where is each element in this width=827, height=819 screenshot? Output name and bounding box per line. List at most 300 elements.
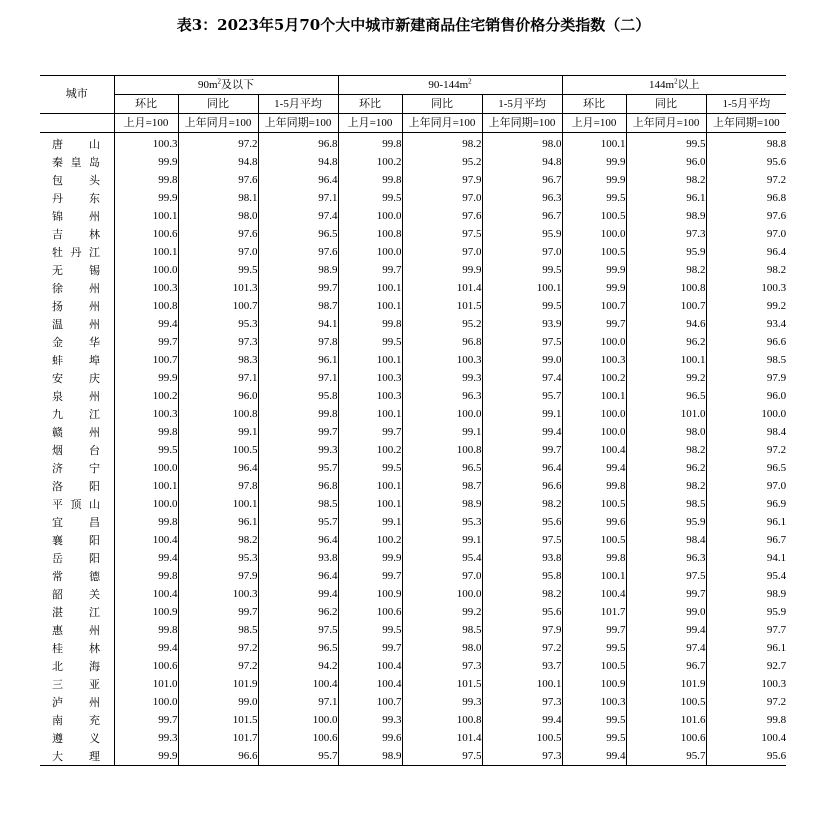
index-value: 95.7: [258, 459, 338, 477]
index-value: 99.8: [562, 477, 626, 495]
index-value: 97.2: [482, 639, 562, 657]
index-value: 97.5: [258, 621, 338, 639]
index-value: 96.1: [178, 513, 258, 531]
table-row: [40, 621, 786, 639]
index-value: 100.7: [626, 297, 706, 315]
table-row: [40, 405, 786, 423]
index-value: 97.9: [706, 369, 786, 387]
base-header-avg: 上年同期=100: [482, 114, 562, 133]
index-value: 100.3: [114, 405, 178, 423]
table-row: [40, 243, 786, 261]
table-row: [40, 333, 786, 351]
city-name: [40, 153, 114, 171]
index-value: 95.9: [626, 513, 706, 531]
index-value: 100.1: [338, 495, 402, 513]
index-value: 96.5: [258, 225, 338, 243]
index-value: 97.3: [482, 747, 562, 766]
city-name-text: 包头: [52, 173, 100, 187]
index-value: 96.4: [258, 171, 338, 189]
index-value: 100.1: [178, 495, 258, 513]
index-value: 99.1: [482, 405, 562, 423]
index-value: 95.3: [178, 315, 258, 333]
sub-header-yoy: 同比: [626, 95, 706, 114]
city-name: [40, 495, 114, 513]
index-value: 99.3: [402, 693, 482, 711]
index-value: 99.7: [178, 603, 258, 621]
index-value: 99.8: [114, 567, 178, 585]
index-value: 97.2: [178, 657, 258, 675]
city-name-text: 泸州: [52, 695, 100, 709]
city-name: [40, 711, 114, 729]
sub-header-mom: 环比: [338, 95, 402, 114]
table-row: [40, 675, 786, 693]
city-name: [40, 225, 114, 243]
index-value: 98.4: [626, 531, 706, 549]
index-value: 97.7: [706, 621, 786, 639]
index-value: 97.5: [402, 225, 482, 243]
index-value: 99.5: [482, 261, 562, 279]
index-value: 100.0: [114, 261, 178, 279]
index-value: 97.2: [706, 693, 786, 711]
index-value: 100.5: [562, 243, 626, 261]
index-value: 100.4: [114, 585, 178, 603]
city-name-text: 遵义: [52, 731, 100, 745]
index-value: 96.4: [706, 243, 786, 261]
city-name-text: 安庆: [52, 371, 100, 385]
index-value: 96.7: [706, 531, 786, 549]
index-value: 95.7: [626, 747, 706, 766]
index-value: 100.6: [258, 729, 338, 747]
city-name: [40, 351, 114, 369]
index-value: 100.3: [706, 675, 786, 693]
index-value: 99.7: [338, 423, 402, 441]
index-value: 100.1: [338, 351, 402, 369]
index-value: 99.4: [114, 315, 178, 333]
index-value: 94.8: [178, 153, 258, 171]
index-value: 100.3: [338, 369, 402, 387]
index-value: 100.0: [562, 225, 626, 243]
index-value: 96.1: [626, 189, 706, 207]
index-value: 99.9: [338, 549, 402, 567]
city-name-text: 扬州: [52, 299, 100, 313]
index-value: 96.6: [706, 333, 786, 351]
city-name: [40, 747, 114, 766]
index-value: 95.4: [706, 567, 786, 585]
index-value: 99.7: [562, 315, 626, 333]
index-value: 96.2: [626, 333, 706, 351]
index-value: 97.6: [258, 243, 338, 261]
index-value: 100.1: [562, 133, 626, 154]
index-value: 100.7: [178, 297, 258, 315]
table-body: [40, 133, 786, 766]
index-value: 99.9: [114, 369, 178, 387]
index-value: 100.0: [338, 243, 402, 261]
sub-header-avg: 1-5月平均: [482, 95, 562, 114]
index-value: 97.2: [178, 639, 258, 657]
index-value: 100.4: [562, 441, 626, 459]
index-value: 95.9: [482, 225, 562, 243]
table-row: [40, 585, 786, 603]
table-row: [40, 315, 786, 333]
table-row: [40, 297, 786, 315]
city-name: [40, 693, 114, 711]
table-row: [40, 567, 786, 585]
index-value: 99.1: [338, 513, 402, 531]
index-value: 99.2: [402, 603, 482, 621]
index-value: 98.2: [626, 171, 706, 189]
index-value: 99.3: [114, 729, 178, 747]
index-value: 100.0: [114, 459, 178, 477]
page-title: 表3：2023年5月70个大中城市新建商品住宅销售价格分类指数（二）: [176, 16, 651, 34]
index-value: 100.9: [338, 585, 402, 603]
index-value: 100.3: [338, 387, 402, 405]
index-value: 100.8: [114, 297, 178, 315]
index-value: 96.3: [482, 189, 562, 207]
city-name-text: 九江: [52, 407, 100, 421]
city-name: [40, 261, 114, 279]
index-value: 95.6: [706, 153, 786, 171]
index-value: 99.5: [626, 133, 706, 154]
index-value: 99.7: [562, 621, 626, 639]
city-name-text: 洛阳: [52, 479, 100, 493]
index-value: 98.5: [706, 351, 786, 369]
index-value: 100.6: [114, 657, 178, 675]
index-value: 101.5: [402, 297, 482, 315]
index-value: 99.2: [626, 369, 706, 387]
index-value: 96.8: [258, 477, 338, 495]
city-name-text: 锦州: [52, 209, 100, 223]
sub-header-avg: 1-5月平均: [258, 95, 338, 114]
index-value: 98.5: [258, 495, 338, 513]
index-value: 97.3: [626, 225, 706, 243]
index-value: 100.2: [114, 387, 178, 405]
index-value: 100.1: [338, 405, 402, 423]
index-value: 98.2: [706, 261, 786, 279]
index-value: 94.6: [626, 315, 706, 333]
index-value: 100.0: [402, 405, 482, 423]
index-value: 98.0: [626, 423, 706, 441]
index-value: 99.8: [338, 171, 402, 189]
header-row-sub: [40, 95, 786, 114]
index-value: 96.1: [258, 351, 338, 369]
city-name: [40, 405, 114, 423]
city-name: [40, 243, 114, 261]
index-value: 100.1: [626, 351, 706, 369]
index-value: 99.9: [114, 153, 178, 171]
header-row-groups: [40, 76, 786, 95]
index-value: 100.2: [338, 531, 402, 549]
index-value: 98.9: [258, 261, 338, 279]
city-name-text: 无锡: [52, 263, 100, 277]
index-value: 97.0: [402, 189, 482, 207]
index-value: 97.4: [626, 639, 706, 657]
index-value: 99.9: [402, 261, 482, 279]
city-name-text: 宜昌: [52, 515, 100, 529]
index-value: 99.8: [706, 711, 786, 729]
index-value: 98.7: [402, 477, 482, 495]
index-value: 99.1: [178, 423, 258, 441]
index-value: 101.0: [626, 405, 706, 423]
index-value: 97.1: [258, 369, 338, 387]
index-value: 94.2: [258, 657, 338, 675]
index-value: 101.5: [402, 675, 482, 693]
table-row: [40, 549, 786, 567]
index-value: 92.7: [706, 657, 786, 675]
index-value: 100.5: [562, 531, 626, 549]
index-value: 100.3: [706, 279, 786, 297]
city-name-text: 吉林: [52, 227, 100, 241]
table-row: [40, 747, 786, 766]
index-value: 97.5: [482, 333, 562, 351]
sub-header-mom: 环比: [562, 95, 626, 114]
index-value: 96.0: [178, 387, 258, 405]
index-value: 100.5: [482, 729, 562, 747]
index-value: 96.8: [258, 133, 338, 154]
index-value: 99.8: [338, 315, 402, 333]
index-value: 97.6: [178, 171, 258, 189]
index-value: 100.5: [626, 693, 706, 711]
city-name-text: 南充: [52, 713, 100, 727]
city-name-text: 桂林: [52, 641, 100, 655]
table-row: [40, 729, 786, 747]
index-value: 97.4: [482, 369, 562, 387]
city-name: [40, 729, 114, 747]
index-value: 99.7: [258, 423, 338, 441]
index-value: 100.5: [562, 657, 626, 675]
city-name-text: 烟台: [52, 443, 100, 457]
city-name: [40, 441, 114, 459]
index-value: 100.8: [402, 441, 482, 459]
table-row: [40, 351, 786, 369]
city-name: [40, 477, 114, 495]
index-value: 96.5: [626, 387, 706, 405]
table-row: [40, 441, 786, 459]
index-value: 96.9: [706, 495, 786, 513]
group-header-small: $90m^2$及以下: [114, 76, 338, 95]
index-value: 96.0: [706, 387, 786, 405]
city-name-text: 惠州: [52, 623, 100, 637]
index-value: 97.1: [178, 369, 258, 387]
index-value: 97.5: [626, 567, 706, 585]
index-value: 93.9: [482, 315, 562, 333]
index-value: 97.1: [258, 189, 338, 207]
index-value: 98.1: [178, 189, 258, 207]
table-row: [40, 189, 786, 207]
index-value: 97.8: [258, 333, 338, 351]
city-name: [40, 387, 114, 405]
index-value: 98.9: [402, 495, 482, 513]
index-value: 100.0: [562, 333, 626, 351]
base-header-yoy: 上年同月=100: [178, 114, 258, 133]
index-value: 98.3: [178, 351, 258, 369]
index-value: 100.5: [178, 441, 258, 459]
index-value: 96.7: [482, 171, 562, 189]
index-value: 100.1: [482, 279, 562, 297]
index-value: 96.7: [626, 657, 706, 675]
index-value: 97.3: [178, 333, 258, 351]
city-name-text: 济宁: [52, 461, 100, 475]
index-value: 99.5: [114, 441, 178, 459]
index-value: 99.7: [338, 567, 402, 585]
index-value: 101.7: [178, 729, 258, 747]
city-column-header: 城市: [40, 76, 114, 114]
index-value: 94.8: [258, 153, 338, 171]
index-value: 101.5: [178, 711, 258, 729]
index-value: 96.3: [402, 387, 482, 405]
index-value: 97.2: [706, 171, 786, 189]
index-value: 99.4: [562, 459, 626, 477]
base-header-yoy: 上年同月=100: [626, 114, 706, 133]
index-value: 95.6: [482, 513, 562, 531]
city-name-text: 襄阳: [52, 533, 100, 547]
index-value: 96.5: [402, 459, 482, 477]
index-value: 99.2: [706, 297, 786, 315]
index-value: 96.2: [258, 603, 338, 621]
index-value: 101.9: [178, 675, 258, 693]
index-value: 101.4: [402, 279, 482, 297]
index-value: 100.9: [562, 675, 626, 693]
city-name-text: 丹东: [52, 191, 100, 205]
index-value: 98.4: [706, 423, 786, 441]
table-row: [40, 477, 786, 495]
index-value: 95.8: [258, 387, 338, 405]
table-row: [40, 369, 786, 387]
index-value: 97.9: [178, 567, 258, 585]
base-header-avg: 上年同期=100: [258, 114, 338, 133]
sub-header-avg: 1-5月平均: [706, 95, 786, 114]
index-value: 99.5: [482, 297, 562, 315]
city-name: [40, 459, 114, 477]
table-row: [40, 261, 786, 279]
index-value: 100.1: [114, 243, 178, 261]
index-value: 100.0: [562, 405, 626, 423]
index-value: 99.4: [114, 549, 178, 567]
index-value: 97.8: [178, 477, 258, 495]
table-row: [40, 531, 786, 549]
table-row: [40, 711, 786, 729]
index-value: 100.0: [706, 405, 786, 423]
index-value: 95.4: [402, 549, 482, 567]
index-value: 100.4: [258, 675, 338, 693]
index-value: 98.2: [178, 531, 258, 549]
index-value: 95.7: [258, 513, 338, 531]
base-header-mom: 上月=100: [114, 114, 178, 133]
index-value: 100.0: [402, 585, 482, 603]
table-row: [40, 207, 786, 225]
index-value: 95.8: [482, 567, 562, 585]
city-name-text: 蚌埠: [52, 353, 100, 367]
index-value: 101.0: [114, 675, 178, 693]
city-name-text: 泉州: [52, 389, 100, 403]
group-header-medium: $90-144m^2$: [338, 76, 562, 95]
index-value: 97.2: [706, 441, 786, 459]
city-name: [40, 423, 114, 441]
index-value: 99.5: [562, 711, 626, 729]
index-value: 97.9: [402, 171, 482, 189]
index-value: 98.0: [178, 207, 258, 225]
index-value: 96.3: [626, 549, 706, 567]
index-value: 100.6: [338, 603, 402, 621]
city-name-text: 大理: [52, 749, 100, 763]
index-value: 100.3: [114, 279, 178, 297]
index-value: 101.6: [626, 711, 706, 729]
city-name-text: 韶关: [52, 587, 100, 601]
index-value: 97.3: [402, 657, 482, 675]
index-value: 100.3: [178, 585, 258, 603]
base-header-yoy: 上年同月=100: [402, 114, 482, 133]
city-name-text: 金华: [52, 335, 100, 349]
index-value: 96.4: [482, 459, 562, 477]
city-name: [40, 333, 114, 351]
index-value: 99.7: [338, 639, 402, 657]
index-value: 100.8: [402, 711, 482, 729]
index-value: 97.6: [706, 207, 786, 225]
index-value: 98.9: [338, 747, 402, 766]
index-value: 96.4: [258, 567, 338, 585]
index-value: 98.0: [482, 133, 562, 154]
price-index-table: [40, 75, 786, 766]
table-row: [40, 133, 786, 154]
index-value: 97.6: [402, 207, 482, 225]
index-value: 97.5: [402, 747, 482, 766]
index-value: 97.6: [178, 225, 258, 243]
city-name: [40, 315, 114, 333]
index-value: 99.8: [114, 171, 178, 189]
table-row: [40, 153, 786, 171]
city-name-text: 赣州: [52, 425, 100, 439]
city-name: [40, 189, 114, 207]
index-value: 96.8: [402, 333, 482, 351]
index-value: 99.0: [178, 693, 258, 711]
index-value: 100.3: [114, 133, 178, 154]
sub-header-yoy: 同比: [178, 95, 258, 114]
index-value: 94.8: [482, 153, 562, 171]
index-value: 99.8: [338, 133, 402, 154]
index-value: 100.1: [482, 675, 562, 693]
city-name-text: 湛江: [52, 605, 100, 619]
index-value: 100.4: [706, 729, 786, 747]
index-value: 99.4: [626, 621, 706, 639]
city-name: [40, 531, 114, 549]
index-value: 99.8: [562, 549, 626, 567]
index-value: 100.1: [338, 279, 402, 297]
table-row: [40, 495, 786, 513]
index-value: 100.4: [338, 675, 402, 693]
index-value: 100.4: [114, 531, 178, 549]
index-value: 100.3: [402, 351, 482, 369]
city-name: [40, 297, 114, 315]
index-value: 100.6: [114, 225, 178, 243]
index-value: 100.8: [626, 279, 706, 297]
index-value: 100.0: [114, 495, 178, 513]
index-value: 100.2: [338, 153, 402, 171]
city-name: [40, 675, 114, 693]
index-value: 95.3: [402, 513, 482, 531]
city-name-text: 温州: [52, 317, 100, 331]
table-row: [40, 639, 786, 657]
index-value: 99.8: [114, 423, 178, 441]
index-value: 93.8: [482, 549, 562, 567]
index-value: 97.1: [258, 693, 338, 711]
index-value: 99.5: [562, 729, 626, 747]
index-value: 98.2: [482, 585, 562, 603]
index-value: 100.5: [562, 207, 626, 225]
index-value: 95.7: [482, 387, 562, 405]
index-value: 99.4: [482, 423, 562, 441]
index-value: 96.1: [706, 513, 786, 531]
city-name-text: 常德: [52, 569, 100, 583]
index-value: 96.4: [178, 459, 258, 477]
